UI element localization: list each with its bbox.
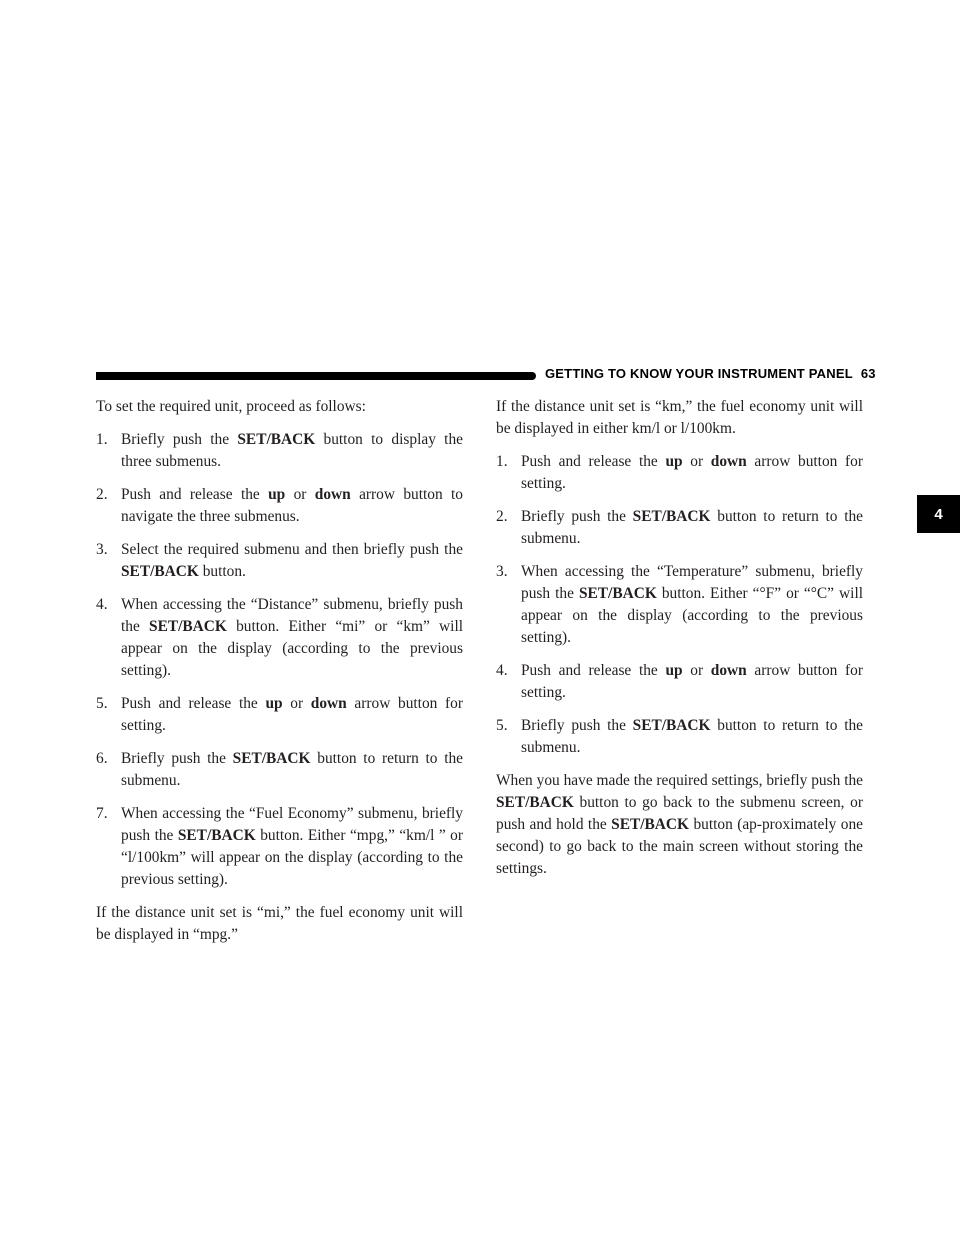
step-text: button.	[198, 563, 246, 580]
step-text: button to return to the submenu.	[121, 750, 463, 789]
list-item	[496, 506, 863, 550]
button-name: SET/BACK	[149, 618, 227, 635]
step-number: 1.	[96, 431, 108, 448]
list-item	[496, 561, 863, 649]
step-number: 3.	[96, 541, 108, 558]
step-text: Briefly push the	[521, 508, 633, 525]
step-text: or	[285, 486, 315, 503]
header-title: GETTING TO KNOW YOUR INSTRUMENT PANEL	[545, 366, 853, 381]
closing-text: When you have made the required settings, briefly push the	[496, 772, 863, 789]
right-column	[496, 396, 863, 891]
chapter-tab: 4	[917, 495, 960, 533]
step-text: arrow button for setting.	[521, 453, 863, 492]
list-item	[96, 693, 463, 737]
step-number: 2.	[496, 508, 508, 525]
left-steps	[96, 429, 463, 891]
step-text: When accessing the “Temperature” submenu, briefly push the	[521, 563, 863, 602]
step-number: 3.	[496, 563, 508, 580]
step-text: button to display the three submenus.	[121, 431, 463, 470]
left-outro: If the distance unit set is “mi,” the fuel economy unit will be displayed in “mpg.”	[96, 904, 463, 943]
button-name: up	[665, 662, 683, 679]
list-item	[96, 803, 463, 891]
step-text: button. Either “mi” or “km” will appear on the display (according to the previous setting).	[121, 618, 463, 679]
step-text: button to return to the submenu.	[521, 717, 863, 756]
button-name: SET/BACK	[237, 431, 316, 448]
button-name: SET/BACK	[611, 816, 690, 833]
button-name: up	[665, 453, 683, 470]
button-name: SET/BACK	[121, 563, 199, 580]
right-intro: If the distance unit set is “km,” the fuel economy unit will be displayed in either km/l or l/100km.	[496, 398, 863, 437]
step-text: button. Either “°F” or “°C” will appear on the display (according to the previous setting).	[521, 585, 863, 646]
button-name: down	[710, 453, 747, 470]
step-text: arrow button for setting.	[521, 662, 863, 701]
step-text: arrow button to navigate the three submenus.	[121, 486, 463, 525]
button-name: SET/BACK	[177, 827, 256, 844]
step-text: button. Either “mpg,” “km/l ” or “l/100km” will appear on the display (according to the previous setting).	[121, 827, 463, 888]
list-item	[96, 748, 463, 792]
step-number: 5.	[96, 695, 108, 712]
step-text: Select the required submenu and then briefly push the	[121, 541, 463, 558]
button-name: up	[268, 486, 286, 503]
step-number: 4.	[496, 662, 508, 679]
step-text: arrow button for setting.	[121, 695, 463, 734]
right-closing	[496, 770, 863, 880]
step-text: button to return to the submenu.	[521, 508, 863, 547]
list-item	[96, 484, 463, 528]
step-text: Push and release the	[121, 486, 269, 503]
header-rule	[96, 372, 536, 380]
page-number: 63	[860, 366, 876, 381]
left-column	[96, 396, 463, 957]
step-text: or	[282, 695, 311, 712]
step-number: 5.	[496, 717, 508, 734]
step-number: 6.	[96, 750, 108, 767]
list-item	[496, 660, 863, 704]
button-name: SET/BACK	[232, 750, 311, 767]
step-text: Push and release the	[521, 453, 666, 470]
step-text: Briefly push the	[121, 750, 233, 767]
list-item	[96, 539, 463, 583]
step-text: Briefly push the	[521, 717, 633, 734]
right-steps	[496, 451, 863, 759]
list-item	[496, 451, 863, 495]
step-text: or	[682, 453, 711, 470]
list-item	[96, 429, 463, 473]
button-name: down	[314, 486, 351, 503]
closing-text: button to go back to the submenu screen, or push and hold the	[496, 794, 863, 833]
step-number: 7.	[96, 805, 108, 822]
list-item	[496, 715, 863, 759]
step-text: When accessing the “Fuel Economy” submenu, briefly push the	[121, 805, 463, 844]
closing-text: button (ap-proximately one second) to go back to the main screen without storing the settings.	[496, 816, 863, 877]
button-name: down	[710, 662, 747, 679]
step-text: Push and release the	[121, 695, 266, 712]
button-name: SET/BACK	[632, 508, 711, 525]
step-number: 2.	[96, 486, 108, 503]
step-text: When accessing the “Distance” submenu, briefly push the	[121, 596, 463, 635]
step-number: 1.	[496, 453, 508, 470]
list-item	[96, 594, 463, 682]
step-text: Briefly push the	[121, 431, 238, 448]
step-number: 4.	[96, 596, 108, 613]
button-name: SET/BACK	[632, 717, 711, 734]
button-name: SET/BACK	[496, 794, 574, 811]
button-name: up	[265, 695, 283, 712]
left-intro: To set the required unit, proceed as follows:	[96, 398, 366, 415]
button-name: down	[310, 695, 347, 712]
button-name: SET/BACK	[578, 585, 657, 602]
step-text: or	[682, 662, 711, 679]
step-text: Push and release the	[521, 662, 666, 679]
running-header	[545, 366, 876, 381]
